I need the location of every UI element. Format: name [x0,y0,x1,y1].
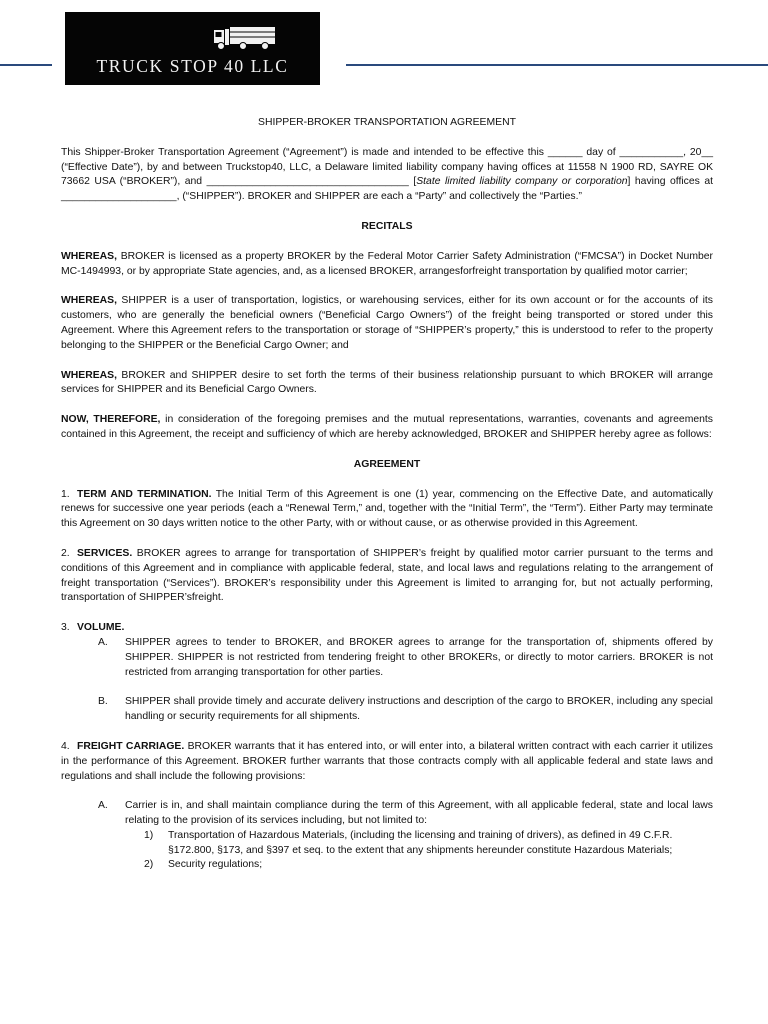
recital-paragraph: WHEREAS, BROKER and SHIPPER desire to set forth the terms of their business relationship pursuant to which BROKER will arrange services for SHIPPER and its Beneficial Cargo Owners. [61,369,713,396]
agreement-document [61,116,713,873]
recital-paragraph: WHEREAS, BROKER is licensed as a property BROKER by the Federal Motor Carrier Safety Administration (“FMCSA”) in Docket Number MC-1494993, or by appropriate State agencies, and, as a licensed BROKER, arrangesforfreight transportation by qualified motor carrier; [61,250,713,277]
section-volume: 3. VOLUME. [61,622,125,634]
agreement-heading: AGREEMENT [353,458,421,470]
document-title: SHIPPER-BROKER TRANSPORTATION AGREEMENT [258,117,516,128]
list-item: A. Carrier is in, and shall maintain compliance during the term of this Agreement, with all applicable federal, state and local laws relating to the provision of its services including, but not limited to: [98,800,713,827]
header-rule-left [0,64,52,66]
header-rule-right [346,64,768,66]
recitals-heading: RECITALS [361,220,413,232]
recital-paragraph: WHEREAS, SHIPPER is a user of transportation, logistics, or warehousing services, either for its own account or for the accounts of its customers, who are generally the beneficial owners (“Beneficial Cargo Owners”) of the freight being transported or stored under this Agreement. Where this Agreement refers to the transportation or storage of “SHIPPER’s property,” this is understood to refer to the property belonging to the SHIPPER or the Beneficial Cargo Owner; and [61,295,713,351]
list-item: B. SHIPPER shall provide timely and accurate delivery instructions and description of the cargo to BROKER, including any special handling or security requirements for all shipments. [98,696,713,723]
section-term-termination: 1. TERM AND TERMINATION. The Initial Term of this Agreement is one (1) year, commencing on the Effective Date, and automatically renews for successive one year periods (each a “Renewal Term,” and, together with the “Initial Term”, the “Term”). Either Party may terminate this Agreement on 30 days written notice to the other Party, with or without cause, or as otherwise provided in this Agreement. [61,488,713,530]
section-freight-carriage: 4. FREIGHT CARRIAGE. BROKER warrants that it has entered into, or will enter into, a bilateral written contract with each carrier it utilizes in the performance of this Agreement. BROKER further warrants that those contracts comply with all applicable federal and state laws and regulations and shall include the following provisions: [61,740,713,782]
intro-paragraph: This Shipper-Broker Transportation Agreement (“Agreement”) is made and intended to be effective this ______ day of ___________, 20__ (“Effective Date”), by and between Truckstop40, LLC, a Delaware limited liability company having offices at 11558 N 1900 RD, SAYRE OK 73662 USA (“BROKER”), and ___________________________________ [State limited liability company or corporation] having offices at ____________________, (“SHIPPER”). BROKER and SHIPPER are each a “Party” and collectively the “Parties.” [61,146,713,203]
list-item: 1) Transportation of Hazardous Materials, (including the licensing and training of drivers), as defined in 49 C.F.R. §172.800, §173, and §397 et seq. to the extent that any shipments hereunder constitute Hazardous Materials; [144,829,673,856]
company-logo [65,12,320,85]
list-item: A. SHIPPER agrees to tender to BROKER, and BROKER agrees to arrange for the transportation of, shipments offered by SHIPPER. SHIPPER is not restricted from tendering freight to other BROKERs, or directly to motor carriers. BROKER is not restricted from arranging transportation for other parties. [98,636,713,678]
company-name: TRUCK STOP 40 LLC [96,56,289,76]
recital-paragraph: NOW, THEREFORE, in consideration of the foregoing premises and the mutual representations, warranties, covenants and agreements contained in this Agreement, the receipt and sufficiency of which are hereby acknowledged, BROKER and SHIPPER hereby agree as follows: [61,414,713,440]
truck-icon [213,26,277,52]
list-item: 2) Security regulations; [144,859,263,871]
section-services: 2. SERVICES. BROKER agrees to arrange for transportation of SHIPPER’s freight by qualified motor carrier pursuant to the terms and conditions of this Agreement and in compliance with applicable federal, state, and local laws and regulations relating to the arrangement of freight transportation (“Services”). BROKER’s responsibility under this Agreement is limited to arranging for, but not actually performing, transportation of SHIPPER’sfreight. [61,547,713,604]
